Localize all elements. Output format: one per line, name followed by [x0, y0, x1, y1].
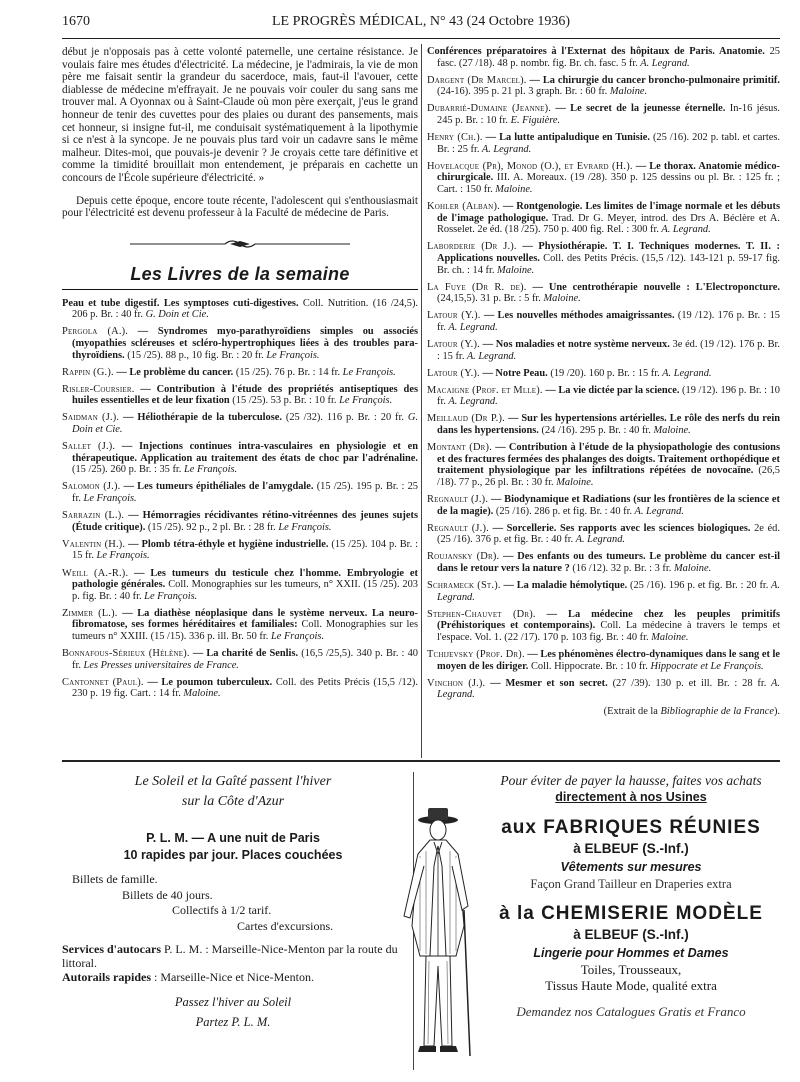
book-author: Latour (Y.).	[427, 338, 480, 350]
ornament-divider	[62, 238, 418, 250]
book-title: — Hémorragies récidivantes rétino-vitréennes des jeunes sujets (Étude critique).	[72, 510, 418, 533]
book-entry	[427, 132, 780, 155]
book-entry	[427, 609, 780, 644]
book-details: Coll. des Petits Précis. (15,5 /12). 143-121 p. 59-17 fig. Br. ch. : 14 fr.	[437, 252, 780, 276]
book-title: — Injections continues intra-vasculaires en physiologie et en thérapeutique. Application au traitement des états de choc par l'adrénaline.	[72, 441, 418, 464]
book-entry	[427, 413, 780, 436]
book-details: (24 /16). 295 p. Br. : 40 fr.	[538, 425, 651, 437]
book-title: — Syndromes myo-parathyroïdiens simples ou associés (myopathies scléreuses et scléro-hypertrophiques liées à des troubles para-thyroïdiens.	[72, 326, 419, 361]
book-entry	[62, 481, 418, 504]
book-publisher: Le François.	[93, 550, 150, 562]
gentleman-illustration	[390, 806, 486, 1068]
book-entry	[62, 441, 418, 476]
book-details: (24,15,5). 31 p. Br. : 5 fr.	[437, 293, 541, 305]
book-author: Pergola (A.).	[62, 326, 129, 338]
book-publisher: Le François.	[340, 366, 396, 378]
book-details: Coll. Hippocrate. Br. : 10 fr.	[528, 660, 648, 672]
book-title: — Nos maladies et notre système nerveux.	[479, 338, 670, 350]
book-publisher: G. Doin et Cie.	[143, 309, 209, 321]
book-details: (26,5 /18). 77 p., 26 pl. Br. : 30 fr.	[437, 465, 780, 488]
book-details: (25 /32). 116 p. Br. : 20 fr.	[281, 412, 404, 424]
book-title: — Sur les hypertensions artérielles. Le rôle des nerfs du rein dans les hypertensions.	[437, 413, 780, 437]
ticket-line: Billets de famille.	[72, 872, 158, 886]
book-author: Kohler (Alban).	[427, 201, 500, 213]
ticket-line: Cartes d'excursions.	[237, 918, 334, 933]
book-publisher: A. Legrand.	[659, 367, 712, 379]
book-entry	[62, 648, 418, 671]
book-details: (15 /25). 53 p. Br. : 10 fr.	[229, 395, 337, 407]
location-line: à ELBEUF (S.-Inf.)	[573, 927, 689, 942]
book-entry	[427, 339, 780, 362]
book-publisher: Maloine.	[540, 293, 581, 305]
book-title: — Des enfants ou des tumeurs. Le problème du cancer est-il dans le retour vers la nature ?	[437, 551, 781, 574]
book-details: Coll. Nutrition. (16 /24,5). 206 p. Br. : 40 fr.	[72, 297, 419, 321]
book-publisher: A. Legrand.	[437, 677, 781, 701]
book-publisher: Maloine.	[648, 631, 689, 643]
book-author: Montant (Dr).	[427, 442, 493, 454]
book-publisher: E. Figuière.	[508, 114, 561, 126]
book-details: 25 fasc. (27 /18). 48 p. nombr. fig. Br. ch. fasc. 5 fr.	[437, 46, 780, 69]
book-details: (15 /25). 104 p. Br. : 15 fr.	[72, 538, 419, 562]
book-entry	[427, 310, 780, 333]
page-header	[62, 12, 780, 34]
location-line: à ELBEUF (S.-Inf.)	[573, 841, 689, 856]
book-publisher: Le François.	[141, 590, 198, 602]
book-details: (19 /20). 160 p. Br. : 15 fr.	[547, 367, 660, 379]
book-entry	[62, 539, 418, 562]
advert-line: Vêtements sur mesures	[560, 860, 702, 874]
book-publisher: A. Legrand.	[637, 57, 690, 69]
book-author: Sallet (J.).	[62, 441, 116, 453]
header-rule	[62, 38, 780, 39]
book-publisher: Le François.	[336, 395, 393, 407]
book-title: — Mesmer et son secret.	[485, 677, 608, 689]
book-entry	[427, 75, 780, 98]
book-author: Weill (A.-R.).	[62, 567, 129, 579]
book-title: — Les phénomènes électro-dynamiques dans le sang et le moyen de les diriger.	[437, 649, 780, 672]
book-author: Laborderie (Dr J.).	[427, 241, 517, 253]
book-entry	[427, 494, 780, 517]
book-author: Dubarrié-Dumaine (Jeanne).	[427, 103, 552, 115]
book-details: (15 /25). 92 p., 2 pl. Br. : 28 fr.	[145, 521, 276, 533]
book-entry	[427, 551, 780, 574]
book-details: (19 /12). 196 p. Br. : 10 fr.	[437, 384, 780, 408]
book-details: (15 /25). 195 p. Br. : 25 fr.	[72, 481, 418, 505]
book-publisher: A. Legrand.	[573, 534, 625, 546]
advert-slogan: Le Soleil et la Gaîté passent l'hiver sur la Côte d'Azur	[134, 774, 332, 809]
book-title: Peau et tube digestif. Les symptoses cuti-digestives.	[62, 297, 299, 309]
book-author: Rappin (G.).	[62, 366, 114, 378]
book-title: — Les tumeurs du testicule chez l'homme. Embryologie et pathologie générales.	[72, 567, 418, 591]
book-author: Vinchon (J.).	[427, 677, 486, 689]
book-title: Conférences préparatoires à l'Externat des hôpitaux de Paris. Anatomie.	[427, 46, 765, 57]
book-entry	[427, 282, 780, 305]
book-details: Coll. des Petits Précis (15,5 /12). 230 p. 19 fig. Cart. : 14 fr.	[72, 676, 418, 700]
book-entry	[62, 298, 418, 321]
book-details: (19 /12). 176 p. Br. : 15 fr.	[437, 310, 780, 333]
ticket-line: Billets de 40 jours.	[122, 887, 213, 902]
advert-line: Toiles, Trousseaux,	[580, 962, 682, 977]
book-publisher: Maloine.	[671, 562, 712, 574]
book-author: Saidman (J.).	[62, 412, 120, 424]
book-publisher: A. Legrand.	[445, 396, 498, 408]
book-entry	[427, 241, 780, 276]
book-title: — Les nouvelles méthodes amaigrissantes.	[480, 310, 675, 322]
advert-footer: Passez l'hiver au Soleil Partez P. L. M.	[174, 995, 292, 1029]
article-paragraph: début je n'opposais pas à cette volonté paternelle, une certaine résistance. Je voulais faire mes études d'électricité. La médecine, je l'admirais, la vie de mon père me faisait sentir la grandeur du sacerdoce, mais, faut-il l'avouer, cette diablesse de médecine m'effrayait. Je ne pouvais voir couler du sang sans me trouver mal. A Oyonnax ou à Saint-Claude où mon père exerçait, j'eus le grand honneur de tenir des cuvettes pour des plaies ou durant des pansements, mais cet honneur, si insigne fut-il, me conduisait systématiquement à la lipothymie si ce n'est à la syncope. Je ne pouvais plus tard voir un cadavre sans le même malheur. Dites-moi, que pouvais-je devenir ? Je croyais cette tare définitive et comme la timidité brouillait mon entendement, je préparais en cachette un concours de l'École supérieure d'électricité. »	[62, 46, 418, 184]
book-entry	[427, 649, 780, 672]
book-details: Coll. La médecine à travers le temps et l'espace. Vol. 1. (22 /17). 170 p. 103 fig. Br. : 40 fr.	[437, 620, 780, 643]
book-details: Coll. Monographies sur les tumeurs n° XXIII. (15 /15). 336 p. ill. Br. 50 fr.	[72, 619, 418, 642]
book-list	[62, 298, 418, 700]
book-entry	[427, 201, 780, 236]
book-publisher: Maloine.	[607, 86, 648, 98]
book-title: — La lutte antipaludique en Tunisie.	[482, 132, 650, 144]
book-publisher: A. Legrand.	[632, 505, 684, 517]
book-details: (25 /16). 196 p. et fig. Br. : 20 fr.	[627, 580, 769, 592]
advert-line: Lingerie pour Hommes et Dames	[533, 946, 729, 960]
book-title: — Biodynamique et Radiations (sur les frontières de la science et de la magie).	[437, 494, 780, 517]
book-entry	[427, 442, 780, 488]
ticket-line: Collectifs à 1/2 tarif.	[172, 903, 272, 917]
column-divider	[421, 44, 422, 758]
book-author: Latour (Y.).	[427, 367, 480, 379]
book-details: (25 /16). 286 p. et fig. Br. : 40 fr.	[493, 505, 633, 517]
book-details: III. A. Moreaux. (19 /28). 350 p. 125 dessins ou pl. Br. : 125 fr. ; Cart. : 150 fr.	[437, 172, 780, 195]
book-publisher: Le François.	[80, 493, 137, 505]
advert-line: Demandez nos Catalogues Gratis et Franco	[516, 1004, 746, 1019]
book-details: (25 /16). 202 p. tabl. et cartes. Br. : 25 fr.	[437, 132, 781, 155]
book-title: — La maladie hémolytique.	[500, 580, 628, 592]
book-title: — Héliothérapie de la tuberculose.	[119, 412, 282, 424]
book-author: Meillaud (Dr P.).	[427, 413, 505, 425]
book-author: Macaigne (Prof. et Mlle).	[427, 384, 543, 396]
chemiserie-heading: à la CHEMISERIE MODÈLE	[499, 903, 763, 924]
book-publisher: Hippocrate et Le François.	[647, 660, 764, 672]
book-entry	[62, 677, 418, 700]
book-title: — Les tumeurs épithéliales de l'amygdale.	[120, 481, 314, 493]
left-column	[62, 46, 418, 705]
book-entry	[427, 580, 780, 603]
book-title: — La chirurgie du cancer broncho-pulmonaire primitif.	[526, 74, 780, 86]
book-entry	[62, 510, 418, 533]
book-title: — La charité de Senlis.	[189, 648, 299, 660]
book-author: Valentin (H.).	[62, 538, 126, 550]
book-publisher: A. Legrand.	[464, 350, 517, 362]
book-entry	[62, 367, 418, 379]
book-author: Risler-Coursier.	[62, 383, 135, 395]
book-title: — Plomb tétra-éthyle et hygiène industrielle.	[125, 538, 329, 550]
book-entry	[62, 326, 418, 361]
page-number: 1670	[62, 14, 90, 29]
book-author: Hovelacque (Pr), Monod (O.), et Evrard (H.).	[427, 160, 633, 172]
book-publisher: Maloine.	[180, 688, 221, 700]
book-details: (15 /25). 260 p. Br. : 35 fr.	[72, 464, 182, 476]
elbeuf-advert	[482, 772, 780, 1072]
book-publisher: A. Legrand.	[658, 224, 711, 236]
book-entry	[62, 384, 418, 407]
book-details: (15 /25). 76 p. Br. : 14 fr.	[233, 366, 341, 378]
book-publisher: Maloine.	[553, 476, 594, 488]
book-details: (16,5 /25,5). 340 p. Br. : 40 fr.	[72, 648, 418, 671]
fabriques-heading: aux FABRIQUES RÉUNIES	[501, 817, 761, 838]
book-title: — La médecine chez les peuples primitifs (Préhistoriques et contemporains).	[437, 608, 780, 632]
book-publisher: Les Presses universitaires de France.	[80, 659, 239, 671]
book-author: Regnault (J.).	[427, 494, 489, 505]
book-author: Stephen-Chauvet (Dr).	[427, 608, 536, 620]
book-author: Cantonnet (Paul).	[62, 676, 144, 688]
book-title: — Rontgenologie. Les limites de l'image normale et les débuts de l'image pathologique.	[437, 201, 780, 224]
plm-heading: P. L. M. — A une nuit de Paris 10 rapides par jour. Places couchées	[123, 831, 343, 862]
book-publisher: G. Doin et Cie.	[72, 412, 418, 436]
book-author: Tchijevsky (Prof. Dr).	[427, 649, 525, 661]
book-title: — Le thorax. Anatomie médico-chirurgicale.	[437, 160, 780, 184]
book-publisher: Maloine.	[492, 183, 533, 195]
book-publisher: A. Legrand.	[479, 143, 532, 155]
book-title: — Le poumon tuberculeux.	[143, 676, 273, 688]
book-entry	[62, 412, 418, 435]
advert-rule	[62, 760, 780, 762]
book-title: — Sorcellerie. Ses rapports avec les sciences biologiques.	[488, 522, 751, 534]
book-author: Sarrazin (L.).	[62, 510, 125, 522]
book-author: La Fuye (Dr R. de).	[427, 281, 527, 293]
book-publisher: A. Legrand.	[437, 580, 780, 603]
book-details: (24-16). 395 p. 21 pl. 3 graph. Br. : 60 fr.	[437, 86, 608, 98]
article-paragraph: Depuis cette époque, encore toute récente, l'adolescent qui s'enthousiasmait pour l'électricité est devenu professeur à la Faculté de médecine de Paris.	[62, 194, 418, 220]
book-entry	[427, 678, 780, 701]
book-title: — Une centrothérapie nouvelle : L'Electroponcture.	[526, 281, 780, 293]
book-title: — La diathèse néoplasique dans le système nerveux. La neuro-fibromatose, ses formes héréditaires et familiales:	[72, 607, 418, 631]
book-publisher: A. Legrand.	[445, 321, 498, 333]
book-title: — Contribution à l'étude des propriétés antiseptiques des huiles essentielles et de leur fixation	[72, 383, 418, 407]
ticket-list	[62, 872, 404, 934]
book-title: — Physiothérapie. T. I. Techniques modernes. T. II. : Applications nouvelles.	[437, 241, 781, 264]
book-details: (15 /25). 88 p., 10 fig. Br. : 20 fr.	[124, 349, 264, 361]
book-author: Bonnafous-Sérieux (Hélène).	[62, 648, 190, 660]
book-author: Regnault (J.).	[427, 522, 489, 534]
advert-line: Façon Grand Tailleur en Draperies extra	[530, 877, 732, 891]
book-entry	[427, 385, 780, 408]
book-author: Henry (Ch.).	[427, 132, 483, 144]
book-details: 3e éd. (19 /12). 176 p. Br. : 15 fr.	[437, 338, 780, 362]
journal-title: LE PROGRÈS MÉDICAL, N° 43 (24 Octobre 1936)	[271, 14, 571, 29]
advert-line: directement à nos Usines	[555, 790, 707, 804]
book-entry	[427, 161, 780, 196]
services-text: Services d'autocars P. L. M. : Marseille-Nice-Menton par la route du littoral. Autorails rapides : Marseille-Nice et Nice-Menton.	[62, 942, 398, 984]
book-title: — Notre Peau.	[479, 367, 548, 379]
book-entry	[427, 368, 780, 380]
book-details: Coll. Monographies sur les tumeurs, n° XXII. (15 /25). 203 p. fig. Br. : 40 fr.	[72, 579, 418, 602]
book-title: — Contribution à l'étude de la physiopathologie des contusions et des fractures fermées des phalanges des doigts. Traitement orthopédique et traitement physiologique par les infiltrations répétées de novocaïne.	[437, 442, 781, 477]
book-list	[427, 46, 780, 701]
book-entry	[427, 523, 780, 546]
book-publisher: Le François.	[275, 521, 332, 533]
book-author: Roujansky (Dr).	[427, 551, 500, 563]
book-author: Salomon (J.).	[62, 481, 121, 493]
book-publisher: Le François.	[268, 630, 325, 642]
book-publisher: Maloine.	[650, 425, 691, 437]
book-details: (16 /12). 32 p. Br. : 3 fr.	[569, 562, 672, 574]
flourish-icon	[130, 238, 350, 250]
book-details: In-16 jésus. 245 p. Br. : 10 fr.	[437, 103, 781, 126]
bibliography-credit: (Extrait de la Bibliographie de la France).	[603, 706, 780, 718]
book-details: (27 /39). 130 p. et ill. Br. : 28 fr.	[607, 677, 767, 689]
book-entry	[427, 46, 780, 69]
book-entry	[62, 608, 418, 643]
book-details: Trad. Dr G. Meyer, introd. des Drs A. Béclère et A. Rosselet. 2e éd. (18 /25). 750 p. 400 fig. Rel. : 300 fr.	[437, 212, 780, 236]
book-publisher: Le François.	[181, 464, 238, 476]
book-publisher: Maloine.	[494, 264, 535, 276]
book-entry	[62, 568, 418, 603]
book-author: Zimmer (L.).	[62, 607, 118, 619]
section-title: Les Livres de la semaine	[62, 264, 418, 290]
book-author: Schrameck (St.).	[427, 580, 501, 592]
book-author: Latour (Y.).	[427, 310, 481, 322]
plm-advert	[62, 772, 404, 1072]
advert-line: Pour éviter de payer la hausse, faites vos achats	[500, 773, 762, 788]
book-details: 2e éd. (25 /16). 376 p. et fig. Br. : 40 fr.	[437, 522, 780, 546]
book-publisher: Le François.	[263, 349, 320, 361]
book-author: Dargent (Dr Marcel).	[427, 74, 527, 86]
book-title: — Le secret de la jeunesse éternelle.	[551, 103, 726, 115]
book-title: — La vie dictée par la science.	[542, 384, 680, 396]
book-entry	[427, 103, 780, 126]
advert-line: Tissus Haute Mode, qualité extra	[545, 978, 717, 993]
right-column	[427, 46, 780, 717]
book-title: — Le problème du cancer.	[113, 366, 234, 378]
